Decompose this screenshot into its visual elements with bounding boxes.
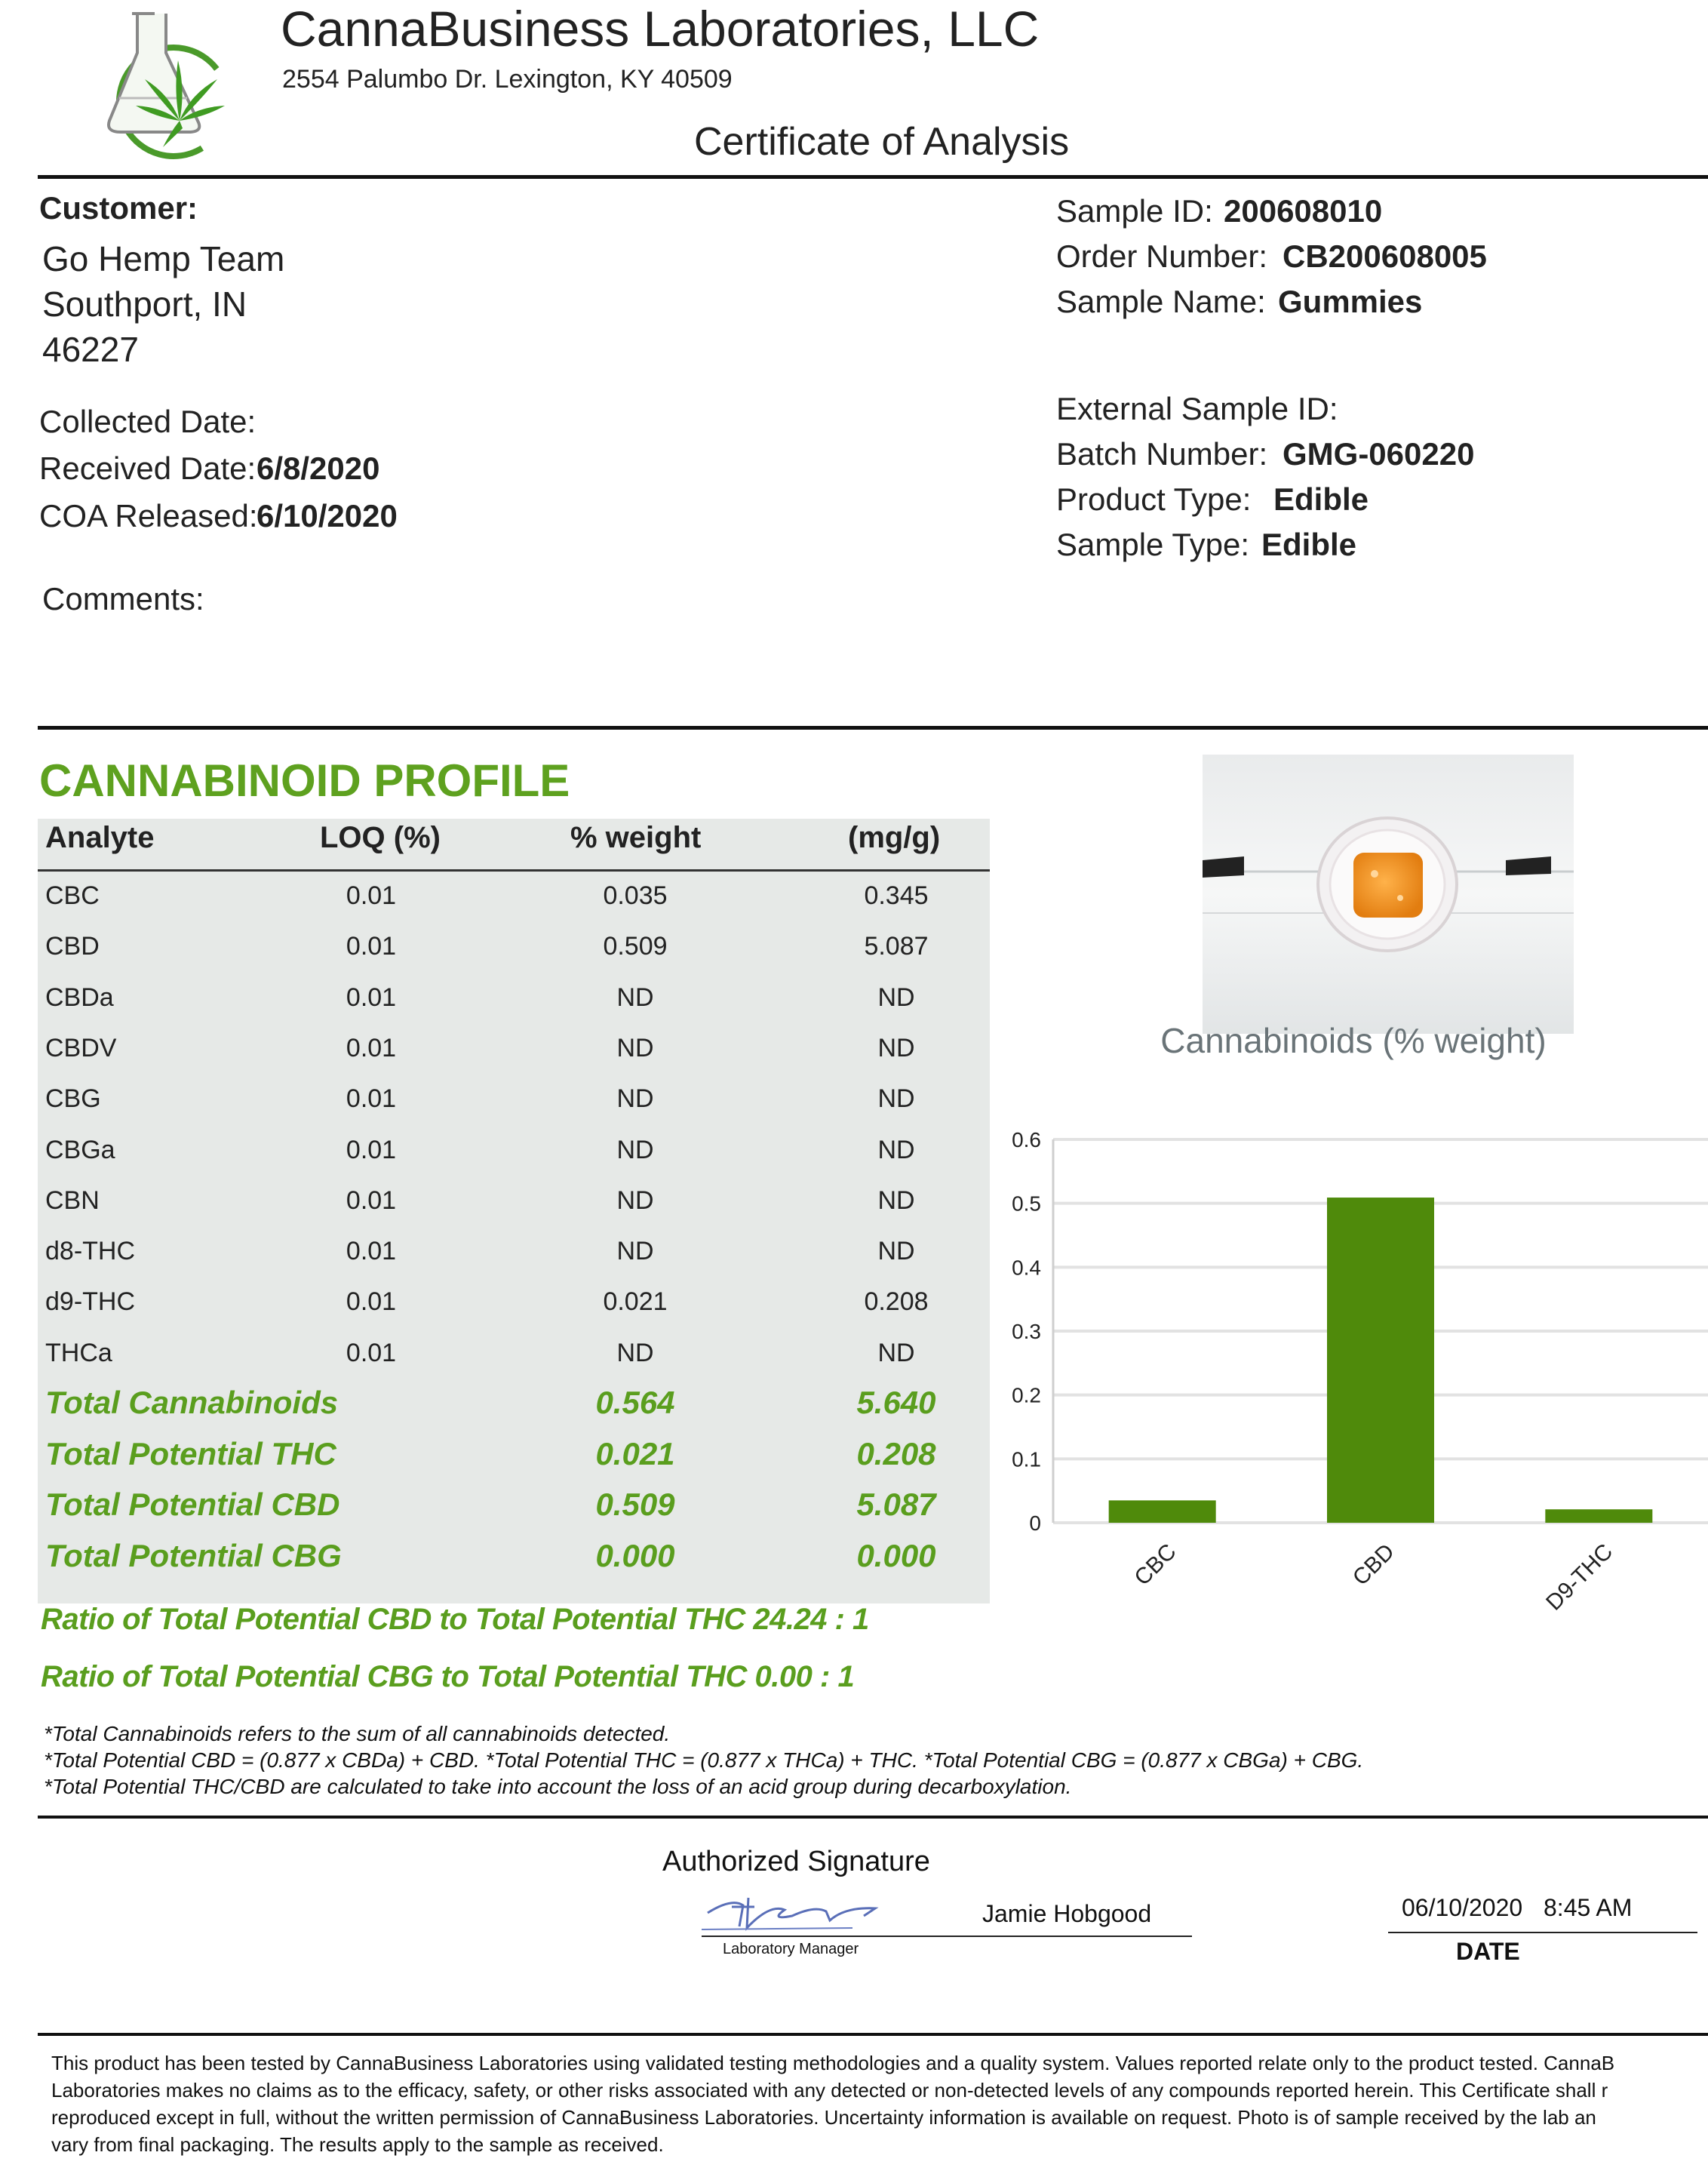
cell-analyte: CBGa xyxy=(45,1135,115,1164)
footnote-3: *Total Potential THC/CBD are calculated to take into account the loss of an acid group during decarboxylation. xyxy=(44,1775,1072,1798)
collected-date-label: Collected Date: xyxy=(39,404,257,439)
y-tick-label: 0.2 xyxy=(1012,1383,1041,1407)
cell-loq: 0.01 xyxy=(346,1084,397,1114)
ratio-cbd-thc: Ratio of Total Potential CBD to Total Potential THC 24.24 : 1 xyxy=(41,1603,869,1636)
product-type-label: Product Type: xyxy=(1056,481,1252,517)
cell-weight: ND xyxy=(616,1338,654,1367)
signer-role: Laboratory Manager xyxy=(723,1941,859,1957)
signature-line xyxy=(702,1936,1192,1937)
footnote-divider xyxy=(38,1816,1708,1819)
sample-name-value: Gummies xyxy=(1278,284,1423,319)
cell-weight: 0.509 xyxy=(603,932,668,961)
cell-weight: ND xyxy=(616,1185,654,1215)
cell-weight: ND xyxy=(616,1084,654,1114)
total-label: Total Potential CBD xyxy=(45,1487,340,1522)
order-number-value: CB200608005 xyxy=(1283,238,1487,274)
cell-mgg: ND xyxy=(877,982,915,1012)
cell-mgg: 5.087 xyxy=(864,932,929,961)
x-tick-label: CBD xyxy=(1347,1539,1399,1591)
col-header-mgg: (mg/g) xyxy=(848,821,941,854)
comments-label: Comments: xyxy=(42,581,204,616)
customer-zip: 46227 xyxy=(42,330,139,369)
ratio-cbg-thc: Ratio of Total Potential CBG to Total Potential THC 0.00 : 1 xyxy=(41,1660,855,1693)
signature-time: 8:45 AM xyxy=(1544,1894,1633,1921)
cell-mgg: 0.345 xyxy=(864,881,929,910)
lab-logo xyxy=(98,8,241,162)
total-mgg: 5.087 xyxy=(856,1487,936,1522)
y-tick-label: 0.6 xyxy=(1012,1128,1041,1151)
disclaimer-divider xyxy=(38,2033,1708,2036)
date-line xyxy=(1388,1932,1697,1933)
cell-loq: 0.01 xyxy=(346,1287,397,1317)
cell-loq: 0.01 xyxy=(346,1135,397,1164)
customer-label: Customer: xyxy=(39,190,198,226)
disclaimer-line-3: reproduced except in full, without the written permission of CannaBusiness Laboratories. Uncertainty information is available on request. Photo is of sample received by the lab an xyxy=(51,2106,1596,2129)
batch-number-value: GMG-060220 xyxy=(1283,436,1475,472)
total-weight: 0.509 xyxy=(595,1487,675,1522)
cell-loq: 0.01 xyxy=(346,881,397,910)
cell-analyte: CBC xyxy=(45,881,100,910)
col-header-loq: LOQ (%) xyxy=(320,821,441,854)
table-header-rule xyxy=(38,869,990,872)
header-divider xyxy=(38,175,1708,179)
lab-address: 2554 Palumbo Dr. Lexington, KY 40509 xyxy=(282,65,733,94)
y-tick-label: 0 xyxy=(1029,1511,1041,1535)
cell-weight: ND xyxy=(616,1135,654,1164)
x-tick-label: CBC xyxy=(1129,1539,1181,1591)
total-label: Total Potential THC xyxy=(45,1435,336,1471)
disclaimer-line-2: Laboratories makes no claims as to the efficacy, safety, or other risks associated with any detected or non-detected levels of any compounds reported herein. This Certificate shall r xyxy=(51,2079,1608,2102)
signature-date: 06/10/2020 xyxy=(1402,1894,1523,1921)
cell-mgg: ND xyxy=(877,1338,915,1367)
cell-weight: ND xyxy=(616,1237,654,1266)
cannabinoid-chart xyxy=(981,1026,1708,1630)
section-divider xyxy=(38,726,1708,730)
total-mgg: 5.640 xyxy=(856,1385,936,1420)
cell-loq: 0.01 xyxy=(346,1338,397,1367)
cell-weight: ND xyxy=(616,1033,654,1062)
footnote-1: *Total Cannabinoids refers to the sum of all cannabinoids detected. xyxy=(44,1722,671,1745)
order-number-label: Order Number: xyxy=(1056,238,1268,274)
disclaimer-line-1: This product has been tested by CannaBusiness Laboratories using validated testing methodologies and a quality system. Values reported relate only to the product tested. CannaB xyxy=(51,2052,1615,2074)
y-tick-label: 0.5 xyxy=(1012,1191,1041,1216)
col-header-weight: % weight xyxy=(570,821,702,854)
sample-id-label: Sample ID: xyxy=(1056,193,1213,229)
sample-type-value: Edible xyxy=(1261,527,1357,562)
bar-cbd xyxy=(1327,1198,1434,1523)
cell-loq: 0.01 xyxy=(346,932,397,961)
authorized-signature-label: Authorized Signature xyxy=(662,1846,930,1877)
lab-name: CannaBusiness Laboratories, LLC xyxy=(281,1,1040,57)
sample-id-value: 200608010 xyxy=(1224,193,1383,229)
sample-photo xyxy=(1203,755,1574,1034)
cell-analyte: CBD xyxy=(45,932,100,961)
received-date-label: Received Date: xyxy=(39,450,257,486)
total-mgg: 0.208 xyxy=(856,1435,936,1471)
x-tick-label: D9-THC xyxy=(1541,1539,1618,1616)
cell-weight: ND xyxy=(616,982,654,1012)
total-weight: 0.564 xyxy=(595,1385,675,1420)
sample-name-label: Sample Name: xyxy=(1056,284,1266,319)
sample-type-label: Sample Type: xyxy=(1056,527,1250,562)
profile-title: CANNABINOID PROFILE xyxy=(39,755,570,806)
customer-name: Go Hemp Team xyxy=(42,239,285,278)
cell-mgg: ND xyxy=(877,1084,915,1114)
disclaimer-line-4: vary from final packaging. The results apply to the sample as received. xyxy=(51,2133,664,2156)
cell-mgg: ND xyxy=(877,1237,915,1266)
cell-loq: 0.01 xyxy=(346,1237,397,1266)
cell-analyte: THCa xyxy=(45,1338,112,1367)
total-label: Total Cannabinoids xyxy=(45,1385,339,1420)
doc-title: Certificate of Analysis xyxy=(694,120,1070,164)
batch-number-label: Batch Number: xyxy=(1056,436,1268,472)
date-label: DATE xyxy=(1456,1938,1520,1965)
cell-analyte: CBDV xyxy=(45,1033,117,1062)
product-type-value: Edible xyxy=(1273,481,1369,517)
received-date-value: 6/8/2020 xyxy=(257,450,380,486)
cell-loq: 0.01 xyxy=(346,1185,397,1215)
bar-cbc xyxy=(1109,1500,1216,1523)
total-weight: 0.000 xyxy=(595,1537,675,1573)
cell-loq: 0.01 xyxy=(346,1033,397,1062)
cell-analyte: CBN xyxy=(45,1185,100,1215)
cell-analyte: CBDa xyxy=(45,982,114,1012)
y-tick-label: 0.3 xyxy=(1012,1320,1041,1343)
cell-loq: 0.01 xyxy=(346,982,397,1012)
cell-mgg: ND xyxy=(877,1033,915,1062)
total-label: Total Potential CBG xyxy=(45,1537,342,1573)
footnote-2: *Total Potential CBD = (0.877 x CBDa) + CBD. *Total Potential THC = (0.877 x THCa) + THC. *Total Potential CBG = (0.877 x CBGa) + CBG. xyxy=(44,1748,1364,1772)
customer-city: Southport, IN xyxy=(42,284,247,324)
cell-analyte: d9-THC xyxy=(45,1287,136,1317)
cell-mgg: ND xyxy=(877,1135,915,1164)
total-weight: 0.021 xyxy=(595,1435,675,1471)
chart-title: Cannabinoids (% weight) xyxy=(1160,1026,1547,1060)
signer-name: Jamie Hobgood xyxy=(982,1900,1152,1927)
cell-analyte: CBG xyxy=(45,1084,101,1114)
cell-mgg: ND xyxy=(877,1185,915,1215)
coa-released-label: COA Released: xyxy=(39,498,258,533)
signature-mark xyxy=(702,1890,883,1936)
cell-weight: 0.021 xyxy=(603,1287,668,1317)
y-tick-label: 0.1 xyxy=(1012,1447,1041,1471)
external-sample-id-label: External Sample ID: xyxy=(1056,391,1338,426)
bar-d9-thc xyxy=(1545,1509,1652,1523)
cell-analyte: d8-THC xyxy=(45,1237,136,1266)
col-header-analyte: Analyte xyxy=(45,821,155,854)
cell-weight: 0.035 xyxy=(603,881,668,910)
cell-mgg: 0.208 xyxy=(864,1287,929,1317)
y-tick-label: 0.4 xyxy=(1012,1256,1041,1280)
total-mgg: 0.000 xyxy=(856,1537,936,1573)
coa-released-value: 6/10/2020 xyxy=(257,498,398,533)
